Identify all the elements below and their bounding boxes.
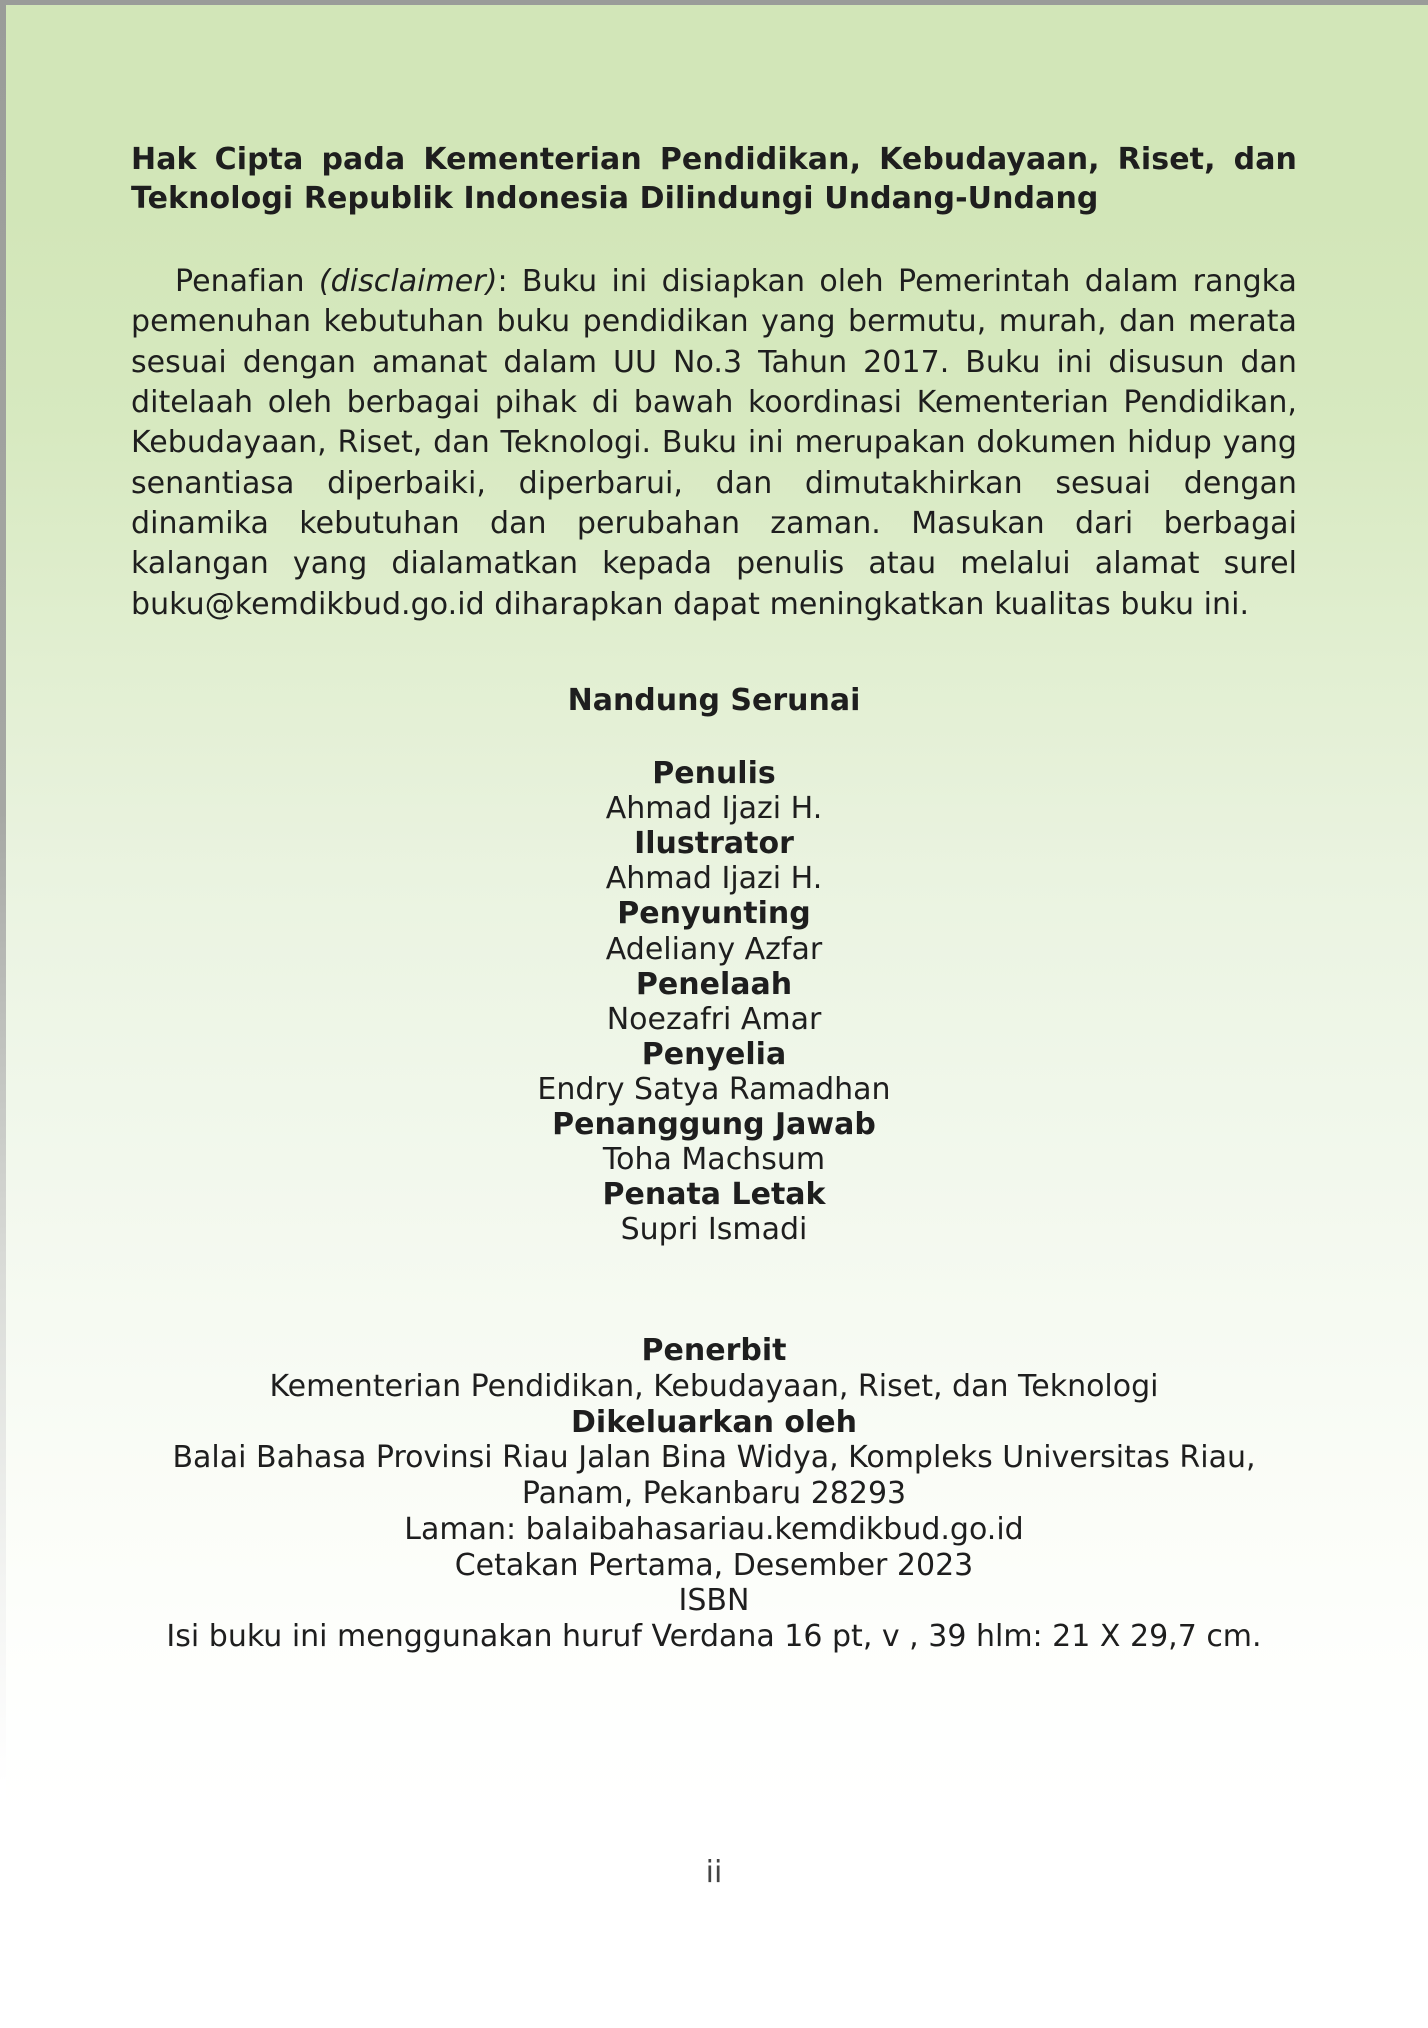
disclaimer-paragraph xyxy=(131,218,1297,625)
disclaimer-body: Buku ini disiapkan oleh Pemerintah dalam rangka pemenuhan kebutuhan buku pendidikan yang bermutu, murah, dan merata sesuai dengan amanat dalam UU No.3 Tahun 2017. Buku ini disusun dan ditelaah oleh berbagai pihak di bawah koordinasi Kementerian Pendidikan, Kebudayaan, Riset, dan Teknologi. Buku ini merupakan dokumen hidup yang senantiasa diperbaiki, diperbarui, dan dimutakhirkan sesuai dengan dinamika kebutuhan dan perubahan zaman. Masukan dari berbagai kalangan yang dialamatkan kepada penulis atau melalui alamat surel buku@kemdikbud.go.id diharapkan dapat meningkatkan kualitas buku ini. xyxy=(131,264,1297,622)
credit-name-ilustrator: Ahmad Ijazi H. xyxy=(605,861,823,897)
credit-role-penanggung-jawab: Penanggung Jawab xyxy=(552,1107,876,1143)
credits-list xyxy=(131,718,1297,1247)
credit-role-penata-letak: Penata Letak xyxy=(602,1177,826,1213)
credit-role-ilustrator: Ilustrator xyxy=(634,826,794,862)
credit-name-penanggung-jawab: Toha Machsum xyxy=(602,1142,826,1178)
credit-role-penyelia: Penyelia xyxy=(641,1036,787,1072)
credit-name-penyunting: Adeliany Azfar xyxy=(605,931,823,967)
publisher-name: Kementerian Pendidikan, Kebudayaan, Riset, dan Teknologi xyxy=(269,1369,1159,1405)
credit-name-penyelia: Endry Satya Ramadhan xyxy=(537,1071,891,1107)
page-number: ii xyxy=(705,1855,723,1890)
disclaimer-space xyxy=(305,264,319,299)
publisher-typography-line: Isi buku ini menggunakan huruf Verdana 16 pt, v , 39 hlm: 21 X 29,7 cm. xyxy=(166,1618,1262,1654)
publisher-website-line: Laman: balaibahasariau.kemdikbud.go.id xyxy=(404,1511,1024,1547)
disclaimer-label: Penafian xyxy=(175,264,305,299)
publisher-label: Penerbit xyxy=(641,1333,787,1369)
copyright-heading: Hak Cipta pada Kementerian Pendidikan, Kebudayaan, Riset, dan Teknologi Republik Indonesia Dilindungi Undang-Undang xyxy=(131,142,1297,216)
publisher-isbn-line: ISBN xyxy=(678,1583,750,1619)
scan-edge-left xyxy=(0,0,6,2028)
publisher-address-line-1: Balai Bahasa Provinsi Riau Jalan Bina Widya, Kompleks Universitas Riau, xyxy=(172,1440,1256,1476)
publisher-address-line-2: Panam, Pekanbaru 28293 xyxy=(521,1476,907,1512)
book-title: Nandung Serunai xyxy=(567,683,861,719)
issued-by-label: Dikeluarkan oleh xyxy=(571,1404,857,1440)
credit-role-penulis: Penulis xyxy=(652,756,776,792)
credit-role-penyunting: Penyunting xyxy=(617,896,811,932)
publisher-block xyxy=(131,1247,1297,1654)
disclaimer-label-italic: (disclaimer) xyxy=(318,264,498,299)
publisher-edition-line: Cetakan Pertama, Desember 2023 xyxy=(454,1547,974,1583)
page-content xyxy=(131,0,1297,2028)
disclaimer-separator: : xyxy=(497,264,508,299)
credit-name-penelaah: Noezafri Amar xyxy=(606,1001,822,1037)
credit-name-penulis: Ahmad Ijazi H. xyxy=(605,791,823,827)
credit-name-penata-letak: Supri Ismadi xyxy=(620,1212,808,1248)
credit-role-penelaah: Penelaah xyxy=(635,966,793,1002)
